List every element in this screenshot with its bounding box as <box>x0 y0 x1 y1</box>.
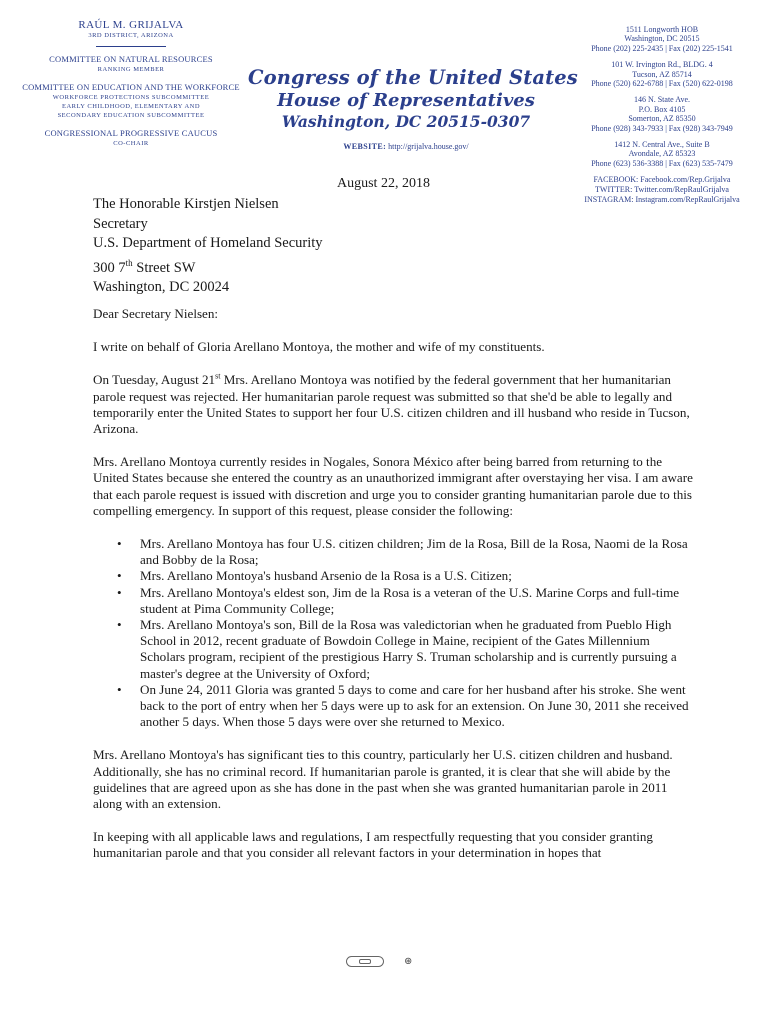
list-item: • On June 24, 2011 Gloria was granted 5 days to come and care for her husband after his stroke. She went back to the port of entry when her 5 days were up to ask for an extension. On June 30, 2011 she received another 5 days. When those 5 days were over she returned to Mexico. <box>140 682 693 731</box>
list-item: • Mrs. Arellano Montoya's eldest son, Jim de la Rosa is a veteran of the U.S. Marine Corps and full-time student at Pima Community College; <box>140 585 693 617</box>
list-item: • Mrs. Arellano Montoya has four U.S. citizen children; Jim de la Rosa, Bill de la Rosa, Naomi de la Rosa and Bobby de la Rosa; <box>140 536 693 568</box>
committee-name: COMMITTEE ON EDUCATION AND THE WORKFORCE <box>22 82 240 92</box>
street-name: Street SW <box>132 259 196 276</box>
paragraph-5: In keeping with all applicable laws and regulations, I am respectfully requesting that you consider granting humanitarian parole and that you consider all relevant factors in your determination in hopes that <box>93 829 653 861</box>
recipient-department: U.S. Department of Homeland Security <box>93 235 323 251</box>
committee-role: RANKING MEMBER <box>97 66 165 73</box>
office-line: Tucson, AZ 85714 <box>632 69 692 79</box>
member-info-column <box>0 20 262 148</box>
recipient-title: Secretary <box>93 215 148 232</box>
letter-date: August 22, 2018 <box>337 176 430 191</box>
committee-name: CONGRESSIONAL PROGRESSIVE CAUCUS <box>44 128 218 138</box>
paragraph-2-start: On Tuesday, August 21 <box>93 372 216 388</box>
office-somerton <box>556 95 768 133</box>
office-line: 146 N. State Ave. <box>633 95 691 105</box>
recipient-street <box>93 254 323 278</box>
letterhead-line-address: Washington, DC 20515-0307 <box>281 112 531 131</box>
office-line: Phone (928) 343-7933 | Fax (928) 343-7949 <box>591 123 733 133</box>
union-bug-icon <box>346 956 384 967</box>
letterhead-title <box>248 66 578 151</box>
office-line: Phone (520) 622-6788 | Fax (520) 622-0198 <box>591 79 733 89</box>
paragraph-2 <box>93 372 693 437</box>
member-name: RAÚL M. GRIJALVA <box>78 19 184 31</box>
instagram-link[interactable]: INSTAGRAM: Instagram.com/RepRaulGrijalva <box>584 195 740 205</box>
paragraph-4: Mrs. Arellano Montoya's has significant ties to this country, particularly her U.S. citizen children and husband. Additionally, she has no criminal record. If humanitarian parole is granted, it is clear that she will abide by the guidelines that are agreed upon as she has done in the past when she was granted humanitarian parole in 2011 along with an extension. <box>93 747 673 812</box>
office-tucson <box>556 60 768 88</box>
committee-role: EARLY CHILDHOOD, ELEMENTARY AND <box>61 103 201 110</box>
letter-body <box>93 306 693 879</box>
office-line: P.O. Box 4105 <box>638 104 686 114</box>
office-line: 101 W. Irvington Rd., BLDG. 4 <box>611 60 713 70</box>
list-item: • Mrs. Arellano Montoya's son, Bill de la Rosa was valedictorian when he graduated from Pueblo High School in 2012, recent graduate of Bowdoin College in Maine, recipient of the Gates Millennium Scholars program, recipient of the prestigious Harry S. Truman scholarship and is currently pursuing a master's degree at the University of Oxford; <box>140 617 693 682</box>
street-number: 300 7 <box>93 259 126 276</box>
salutation: Dear Secretary Nielsen: <box>93 306 219 321</box>
street-suffix: th <box>125 257 133 268</box>
website-url[interactable]: http://grijalva.house.gov/ <box>388 142 469 151</box>
recipient-city: Washington, DC 20024 <box>93 278 230 295</box>
office-line: Phone (623) 536-3388 | Fax (623) 535-7479 <box>591 158 733 168</box>
support-list <box>93 536 693 730</box>
member-district: 3RD DISTRICT, ARIZONA <box>88 32 174 39</box>
office-avondale <box>556 140 768 168</box>
office-line: Somerton, AZ 85350 <box>628 114 696 124</box>
office-line: Phone (202) 225-2435 | Fax (202) 225-1541 <box>591 43 733 53</box>
committee-role: WORKFORCE PROTECTIONS SUBCOMMITTEE <box>52 94 210 101</box>
website-line <box>248 142 564 151</box>
header-divider <box>96 46 166 47</box>
office-line: Washington, DC 20515 <box>624 34 700 44</box>
facebook-link[interactable]: FACEBOOK: Facebook.com/Rep.Grijalva <box>593 175 731 185</box>
office-line: Avondale, AZ 85323 <box>628 149 696 159</box>
ordinal-suffix: st <box>215 372 221 382</box>
recipient-name: The Honorable Kirstjen Nielsen <box>93 196 279 212</box>
paragraph-1: I write on behalf of Gloria Arellano Montoya, the mother and wife of my constituents. <box>93 339 545 355</box>
recipient-address <box>93 195 323 297</box>
footer-printing-mark <box>346 956 412 967</box>
office-line: 1511 Longworth HOB <box>625 25 699 34</box>
office-washington <box>556 25 768 53</box>
committee-role: CO-CHAIR <box>113 140 149 147</box>
office-addresses-column <box>556 25 768 205</box>
paragraph-2-rest: Mrs. Arellano Montoya was notified by the federal government that her humanitarian parole request was rejected. Her humanitarian parole request was submitted so that she'd be able to legally and temporarily enter the United States to support her four U.S. citizen children and ill husband who reside in Tucson, Arizona. <box>93 372 690 437</box>
recycled-paper-icon: ⊛ <box>404 956 413 967</box>
letterhead-line-congress: Congress of the United States <box>248 66 578 89</box>
twitter-link[interactable]: TWITTER: Twitter.com/RepRaulGrijalva <box>595 185 729 195</box>
letterhead-line-house: House of Representatives <box>277 90 535 111</box>
social-media-links <box>556 175 768 205</box>
paragraph-3: Mrs. Arellano Montoya currently resides in Nogales, Sonora México after being barred from returning to the United States because she entered the country as an unauthorized immigrant after overstaying her visa. I am aware that each parole request is issued with discretion and urge you to consider granting humanitarian parole due to this compelling emergency. In support of this request, please consider the following: <box>93 454 693 518</box>
website-label: WEBSITE: <box>343 142 387 151</box>
committee-role: SECONDARY EDUCATION SUBCOMMITTEE <box>57 112 205 119</box>
office-line: 1412 N. Central Ave., Suite B <box>614 140 710 150</box>
committee-name: COMMITTEE ON NATURAL RESOURCES <box>49 54 213 64</box>
list-item: • Mrs. Arellano Montoya's husband Arsenio de la Rosa is a U.S. Citizen; <box>140 568 693 584</box>
